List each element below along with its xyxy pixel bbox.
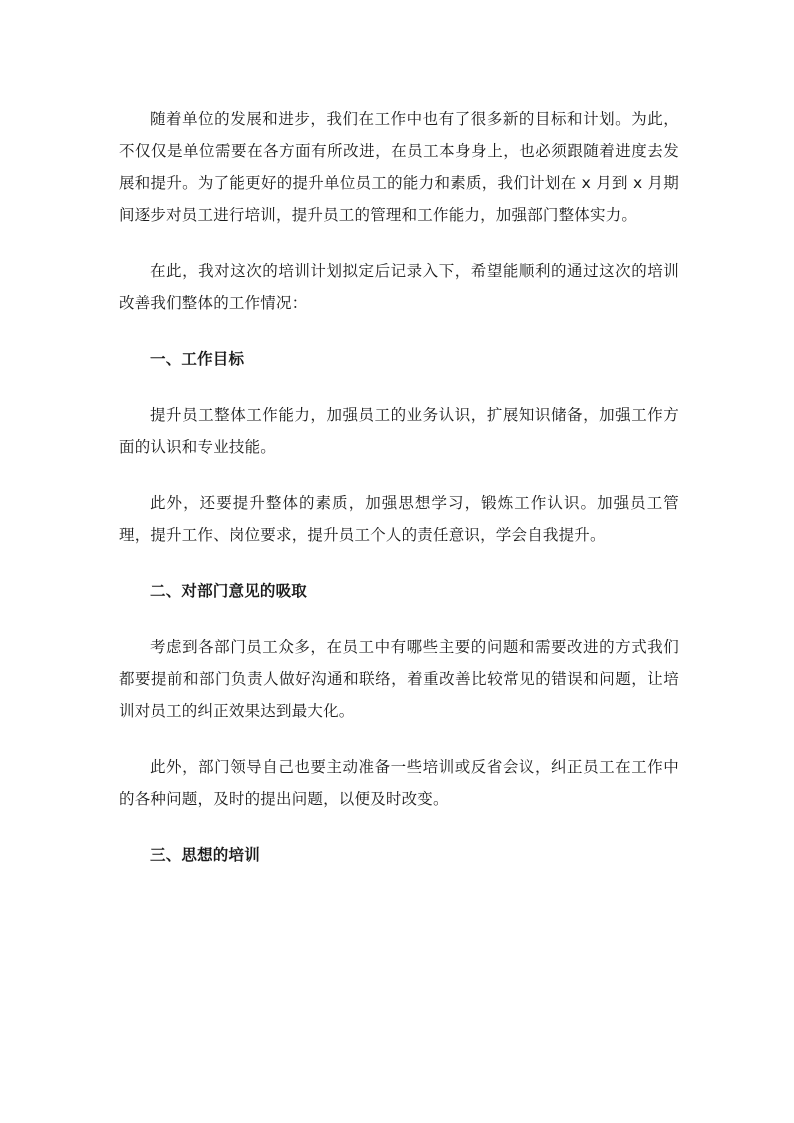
paragraph-feedback-2: 此外，部门领导自己也要主动准备一些培训或反省会议，纠正员工在工作中的各种问题，及时的提出问题，以便及时改变。	[119, 758, 679, 808]
paragraph-feedback-1: 考虑到各部门员工众多，在员工中有哪些主要的问题和需要改进的方式我们都要提前和部门负责人做好沟通和联络，着重改善比较常见的错误和问题，让培训对员工的纠正效果达到最大化。	[119, 638, 679, 720]
paragraph-intro: 随着单位的发展和进步，我们在工作中也有了很多新的目标和计划。为此，不仅仅是单位需要在各方面有所改进，在员工本身身上，也必须跟随着进度去发展和提升。为了能更好的提升单位员工的能力和素质，我们计划在 x 月到 x 月期间逐步对员工进行培训，提升员工的管理和工作能力，加强部门整体实力。	[119, 110, 679, 224]
paragraph-goals-1: 提升员工整体工作能力，加强员工的业务认识，扩展知识储备，加强工作方面的认识和专业技能。	[119, 406, 679, 456]
paragraph-goals-2: 此外，还要提升整体的素质，加强思想学习，锻炼工作认识。加强员工管理，提升工作、岗位要求，提升员工个人的责任意识，学会自我提升。	[119, 494, 679, 544]
heading-department-feedback: 二、对部门意见的吸取	[150, 582, 308, 600]
heading-work-goals: 一、工作目标	[150, 350, 245, 368]
document-body	[119, 103, 679, 871]
paragraph-plan-note: 在此，我对这次的培训计划拟定后记录入下，希望能顺利的通过这次的培训改善我们整体的工作情况：	[119, 262, 679, 312]
heading-ideology-training: 三、思想的培训	[150, 846, 260, 864]
